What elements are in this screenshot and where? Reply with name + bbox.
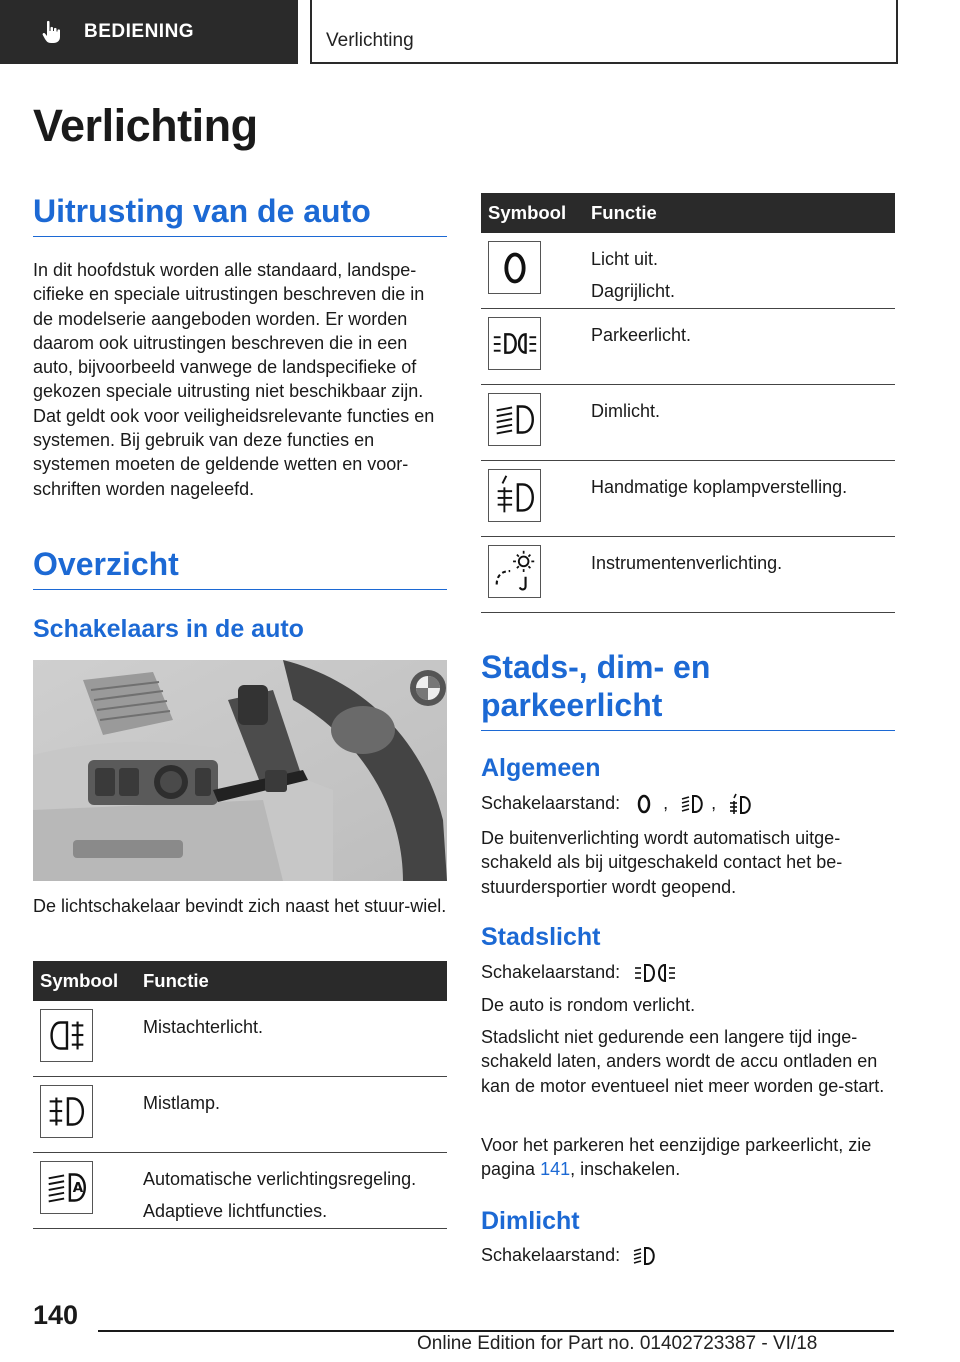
heading-lights-line2: parkeerlicht	[481, 687, 663, 723]
paragraph-city-2: Stadslicht niet gedurende een langere tijd inge-schakeld laten, anders wordt de accu ontladen en kan de motor eventueel niet meer worden ge-start.	[481, 1027, 885, 1096]
footer-divider	[98, 1330, 894, 1332]
instrument-lighting-icon	[488, 545, 541, 598]
function-text: Instrumentenverlichting.	[591, 553, 783, 573]
heading-lights-line1: Stads-, dim- en	[481, 649, 711, 685]
headlight-range-icon	[488, 469, 541, 522]
section-tab	[0, 0, 298, 64]
heading-overview: Overzicht	[33, 545, 447, 590]
paragraph-city-3	[481, 1133, 895, 1182]
page-title: Verlichting	[33, 100, 258, 151]
switch-position-label: Schakelaarstand:	[481, 793, 621, 813]
table-row	[481, 385, 895, 461]
parking-light-icon	[488, 317, 541, 370]
function-text: Dagrijlicht.	[591, 281, 676, 301]
automatic-lighting-icon	[40, 1161, 93, 1214]
hand-pointer-icon	[40, 19, 66, 45]
edition-footer: Online Edition for Part no. 01402723387 - VI/18	[417, 1333, 818, 1354]
column-header-symbol: Symbool	[33, 961, 143, 1001]
rear-fog-light-icon	[40, 1009, 93, 1062]
lights-off-icon	[488, 241, 541, 294]
table-row	[33, 1077, 447, 1153]
function-text: Mistachterlicht.	[143, 1017, 264, 1037]
table-row	[481, 309, 895, 385]
parking-light-icon	[679, 792, 705, 816]
function-text: Parkeerlicht.	[591, 325, 692, 345]
table-row	[481, 537, 895, 613]
heading-lights	[481, 648, 895, 731]
heading-city-light: Stadslicht	[481, 923, 601, 951]
paragraph-general: De buitenverlichting wordt automatisch uitge-schakeld als bij uitgeschakeld contact het be-stuurdersportier wordt geopend.	[481, 828, 843, 897]
paragraph-equipment: In dit hoofdstuk worden alle standaard, landspe-cifieke en speciale uitrustingen beschreven die in de modelserie aangeboden worden. Er worden daarom ook uitrustingen beschreven die in een auto, bijvoorbeeld vanwege de landspecifieke of gekozen speciale uitrusting niet beschikbaar zijn. Dat geldt ook voor veiligheidsrelevante functies en systemen. Bij gebruik van deze functies en systemen moeten de geldende wetten en voor-schriften worden nageleefd.	[33, 260, 435, 499]
heading-general: Algemeen	[481, 754, 601, 782]
column-header-function: Functie	[591, 193, 895, 233]
symbol-table-right	[481, 193, 895, 613]
dashboard-photo	[33, 660, 447, 881]
general-switch-position	[481, 791, 895, 816]
chapter-label: Verlichting	[326, 30, 414, 51]
low-beam-icon	[631, 1244, 657, 1268]
heading-equipment: Uitrusting van de auto	[33, 192, 447, 237]
heading-low-beam: Dimlicht	[481, 1207, 580, 1235]
separator: ,	[663, 793, 669, 813]
heading-switches: Schakelaars in de auto	[33, 615, 304, 643]
parking-light-icon	[631, 961, 679, 985]
paragraph-city-1: De auto is rondom verlicht.	[481, 995, 696, 1015]
function-text: Handmatige koplampverstelling.	[591, 477, 848, 497]
function-text: Automatische verlichtingsregeling.	[143, 1169, 417, 1189]
section-label: BEDIENING	[84, 21, 195, 42]
switch-position-label: Schakelaarstand:	[481, 1245, 621, 1265]
low-beam-icon	[488, 393, 541, 446]
symbol-table-left	[33, 961, 447, 1229]
function-text: Mistlamp.	[143, 1093, 221, 1113]
low-beam-icon	[727, 792, 753, 816]
function-text: Adaptieve lichtfuncties.	[143, 1201, 328, 1221]
table-row	[33, 1001, 447, 1077]
page-number: 140	[33, 1300, 79, 1330]
switch-position-label: Schakelaarstand:	[481, 962, 621, 982]
low-beam-switch-position	[481, 1243, 895, 1268]
function-text: Licht uit.	[591, 249, 659, 269]
column-header-symbol: Symbool	[481, 193, 591, 233]
chapter-header	[310, 0, 898, 64]
fog-light-icon	[40, 1085, 93, 1138]
separator: ,	[711, 793, 717, 813]
page-link-141[interactable]: 141	[540, 1159, 571, 1180]
svg-text:A: A	[72, 1179, 84, 1196]
column-header-function: Functie	[143, 961, 447, 1001]
paragraph-switch-location: De lichtschakelaar bevindt zich naast het stuur-wiel.	[33, 896, 447, 916]
lights-off-icon	[631, 792, 657, 816]
city-switch-position	[481, 960, 895, 985]
paragraph-city-3-text: Voor het parkeren het eenzijdige parkeerlicht, zie pagina	[481, 1135, 872, 1180]
table-row	[481, 461, 895, 537]
table-row	[33, 1153, 447, 1229]
paragraph-city-3-end: , inschakelen.	[570, 1159, 681, 1180]
table-row	[481, 233, 895, 309]
function-text: Dimlicht.	[591, 401, 661, 421]
